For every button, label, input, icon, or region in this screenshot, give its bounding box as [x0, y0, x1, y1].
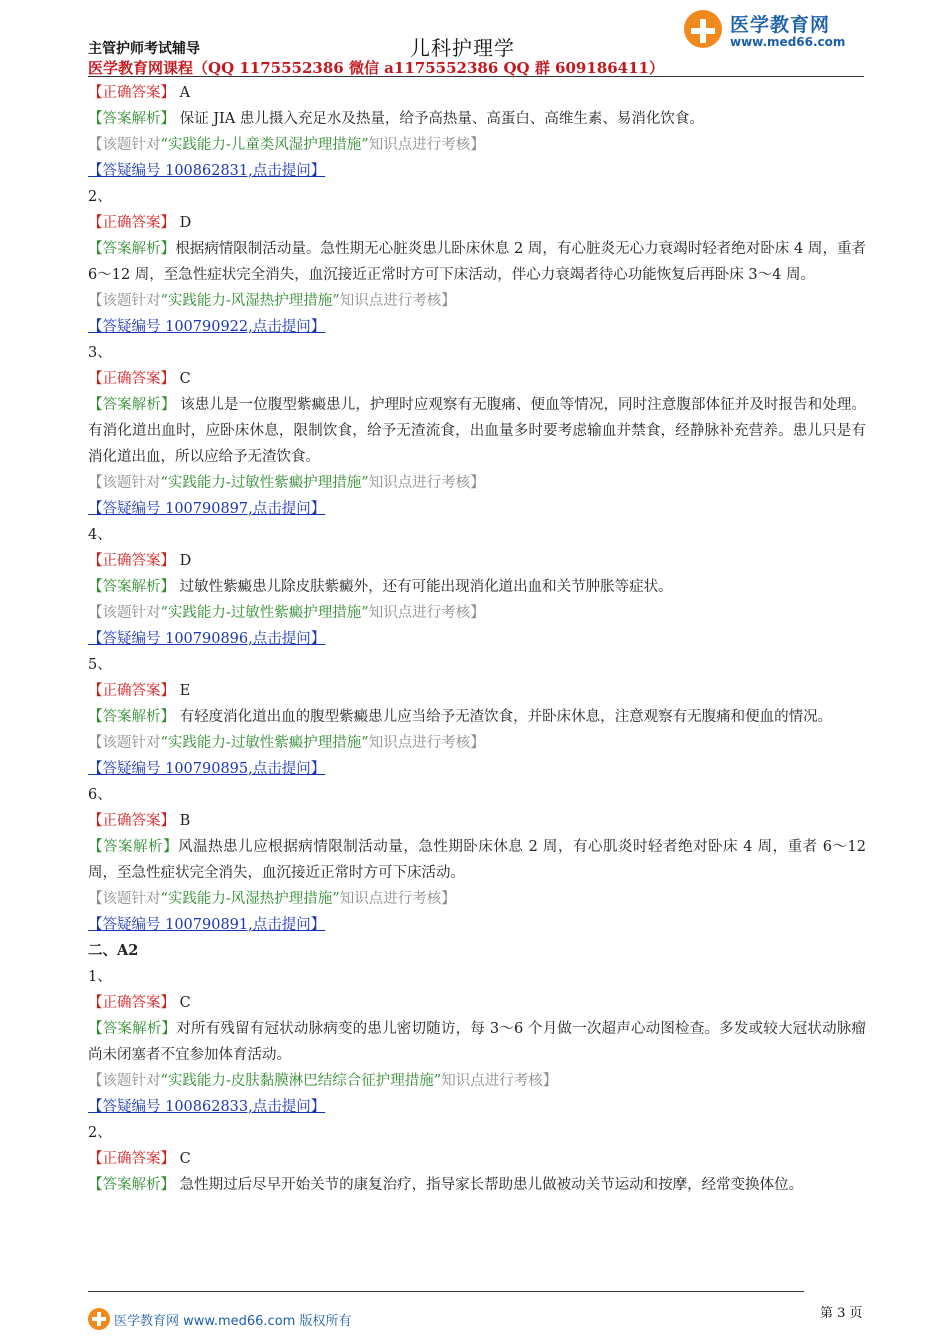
- correct-answer-line: 【正确答案】 A: [88, 85, 191, 101]
- correct-answer-line: 【正确答案】 C: [88, 1151, 191, 1167]
- question-number: 3、: [88, 345, 112, 361]
- logo-name: 医学教育网: [730, 14, 831, 36]
- question-number: 1、: [88, 969, 112, 985]
- ask-question-link[interactable]: 【答疑编号 100790891,点击提问】: [88, 917, 326, 933]
- knowledge-point: 【该题针对“实践能力-过敏性紫癜护理措施”知识点进行考核】: [88, 735, 485, 751]
- site-logo[interactable]: [684, 8, 864, 54]
- answer-analysis: 【答案解析】 急性期过后尽早开始关节的康复治疗，指导家长帮助患儿做被动关节运动和按摩，经常变换体位。: [88, 1177, 804, 1193]
- section-heading: 二、A2: [88, 942, 139, 959]
- correct-answer-line: 【正确答案】 D: [88, 553, 192, 569]
- answer-analysis: 【答案解析】根据病情限制活动量。急性期无心脏炎患儿卧床休息 2 周，有心脏炎无心力衰竭时轻者绝对卧床 4 周，重者 6～12 周，至急性症状完全消失，血沉接近正常时方可下床活动，伴心力衰竭者待心功能恢复后再卧床 3～4 周。: [88, 241, 867, 283]
- knowledge-point: 【该题针对“实践能力-皮肤黏膜淋巴结综合征护理措施”知识点进行考核】: [88, 1073, 558, 1089]
- knowledge-point: 【该题针对“实践能力-风湿热护理措施”知识点进行考核】: [88, 293, 456, 309]
- answer-analysis: 【答案解析】对所有残留有冠状动脉病变的患儿密切随访，每 3～6 个月做一次超声心动图检查。多发或较大冠状动脉瘤尚未闭塞者不宜参加体育活动。: [88, 1021, 867, 1063]
- ask-question-link[interactable]: 【答疑编号 100790896,点击提问】: [88, 631, 326, 647]
- question-number: 2、: [88, 1125, 112, 1141]
- ask-question-link[interactable]: 【答疑编号 100862831,点击提问】: [88, 163, 326, 179]
- correct-answer-line: 【正确答案】 E: [88, 683, 191, 699]
- correct-answer-line: 【正确答案】 C: [88, 371, 191, 387]
- page-content: [88, 80, 866, 1198]
- medical-cross-icon: [684, 10, 722, 48]
- footer-divider: [88, 1291, 804, 1292]
- answer-analysis: 【答案解析】 有轻度消化道出血的腹型紫癜患儿应当给予无渣饮食，并卧床休息，注意观察有无腹痛和便血的情况。: [88, 709, 833, 725]
- answer-analysis: 【答案解析】 保证 JIA 患儿摄入充足水及热量，给予高热量、高蛋白、高维生素、易消化饮食。: [88, 111, 704, 127]
- header-course-label: 主管护师考试辅导: [88, 41, 200, 57]
- knowledge-point: 【该题针对“实践能力-过敏性紫癜护理措施”知识点进行考核】: [88, 605, 485, 621]
- knowledge-point: 【该题针对“实践能力-过敏性紫癜护理措施”知识点进行考核】: [88, 475, 485, 491]
- question-number: 4、: [88, 527, 112, 543]
- question-number: 6、: [88, 787, 112, 803]
- page-number: 第 3 页: [820, 1306, 863, 1321]
- ask-question-link[interactable]: 【答疑编号 100790895,点击提问】: [88, 761, 326, 777]
- answer-analysis: 【答案解析】风温热患儿应根据病情限制活动量，急性期卧床休息 2 周，有心肌炎时轻者绝对卧床 4 周，重者 6～12 周，至急性症状完全消失，血沉接近正常时方可下床活动。: [88, 839, 866, 881]
- ask-question-link[interactable]: 【答疑编号 100790922,点击提问】: [88, 319, 326, 335]
- header-divider: [88, 76, 864, 77]
- correct-answer-line: 【正确答案】 C: [88, 995, 191, 1011]
- footer-copyright: 医学教育网 www.med66.com 版权所有: [114, 1314, 352, 1329]
- knowledge-point: 【该题针对“实践能力-风湿热护理措施”知识点进行考核】: [88, 891, 456, 907]
- logo-url: www.med66.com: [730, 35, 846, 49]
- question-number: 2、: [88, 189, 112, 205]
- header-contact: 医学教育网课程（QQ 1175552386 微信 a1175552386 QQ 群 609186411）: [88, 59, 664, 77]
- correct-answer-line: 【正确答案】 D: [88, 215, 192, 231]
- knowledge-point: 【该题针对“实践能力-儿童类风湿护理措施”知识点进行考核】: [88, 137, 485, 153]
- question-number: 5、: [88, 657, 112, 673]
- correct-answer-line: 【正确答案】 B: [88, 813, 191, 829]
- answer-analysis: 【答案解析】 该患儿是一位腹型紫癜患儿，护理时应观察有无腹痛、便血等情况，同时注意腹部体征并及时报告和处理。有消化道出血时，应卧床休息，限制饮食，给予无渣流食，出血量多时要考虑输血并禁食，经静脉补充营养。患儿只是有消化道出血，所以应给予无渣饮食。: [88, 397, 867, 465]
- header-title: 儿科护理学: [410, 36, 515, 60]
- ask-question-link[interactable]: 【答疑编号 100790897,点击提问】: [88, 501, 326, 517]
- medical-cross-icon: [88, 1308, 110, 1330]
- answer-analysis: 【答案解析】 过敏性紫癜患儿除皮肤紫癜外，还有可能出现消化道出血和关节肿胀等症状。: [88, 579, 673, 595]
- ask-question-link[interactable]: 【答疑编号 100862833,点击提问】: [88, 1099, 326, 1115]
